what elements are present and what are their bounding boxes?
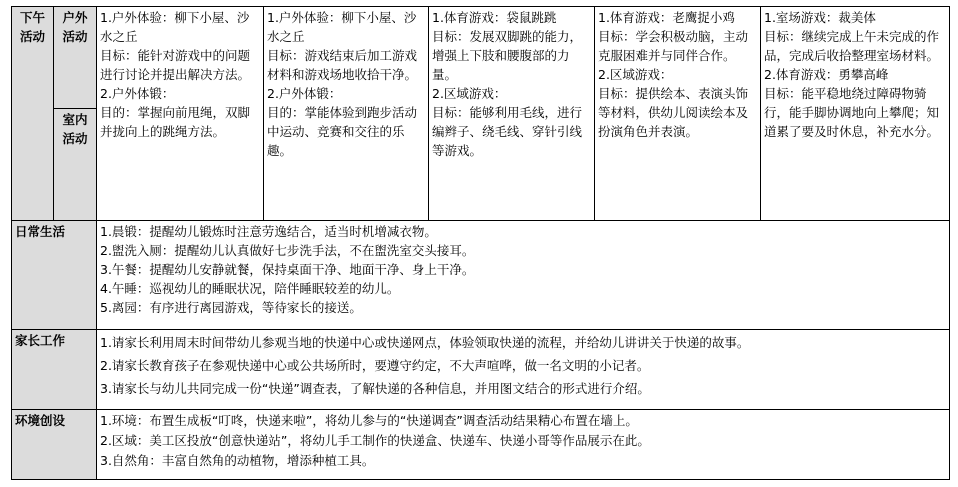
day-3-cell bbox=[429, 7, 595, 221]
day-5-line-3: 2.体育游戏：勇攀高峰 bbox=[764, 67, 889, 82]
daily-life-row bbox=[12, 221, 950, 330]
daily-life-item-3: 3.午餐：提醒幼儿安静就餐，保持桌面干净、地面干净、身上干净。 bbox=[100, 262, 475, 277]
day-4-line-2: 目标：学会积极动脑，主动克服困难并与同伴合作。 bbox=[598, 29, 749, 63]
daily-life-item-2: 2.盥洗入厕：提醒幼儿认真做好七步洗手法，不在盥洗室交头接耳。 bbox=[100, 243, 475, 258]
afternoon-header: 下午活动 bbox=[12, 7, 54, 221]
day-2-line-2: 目标：游戏结束后加工游戏材料和游戏场地收拾干净。 bbox=[267, 48, 418, 82]
parents-item-1: 1.请家长利用周末时间带幼儿参观当地的快递中心或快递网点，体验领取快递的流程，并给幼儿讲讲关于快递的故事。 bbox=[100, 335, 750, 350]
environment-list bbox=[97, 410, 950, 480]
parents-list bbox=[97, 330, 950, 410]
day-3-line-2: 目标：发展双脚跳的能力，增强上下肢和腰腹部的力量。 bbox=[432, 29, 583, 82]
day-1-line-1: 1.户外体验：柳下小屋、沙水之丘 bbox=[100, 10, 250, 44]
daily-life-item-1: 1.晨锻：提醒幼儿锻炼时注意劳逸结合，适当时机增减衣物。 bbox=[100, 224, 437, 239]
day-1-line-2: 目标：能针对游戏中的问题进行讨论并提出解决方法。 bbox=[100, 48, 251, 82]
day-2-line-1: 1.户外体验：柳下小屋、沙水之丘 bbox=[267, 10, 417, 44]
day-5-line-1: 1.室场游戏：裁美体 bbox=[764, 10, 876, 25]
environment-item-1: 1.环境：布置生成板“叮咚，快递来啦”，将幼儿参与的“快递调查”调查活动结果精心布置在墙上。 bbox=[100, 413, 638, 428]
indoor-label: 室内活动 bbox=[54, 109, 97, 221]
day-1-line-4: 目的：掌握向前甩绳，双脚并拢向上的跳绳方法。 bbox=[100, 105, 251, 139]
outdoor-label: 户外活动 bbox=[54, 7, 97, 109]
day-5-line-4: 目标：能平稳地绕过障碍物骑行，能手脚协调地向上攀爬；知道累了要及时休息，补充水分。 bbox=[764, 86, 940, 139]
daily-life-list bbox=[97, 221, 950, 330]
daily-life-item-4: 4.午睡：巡视幼儿的睡眠状况，陪伴睡眠较差的幼儿。 bbox=[100, 281, 400, 296]
day-4-line-3: 2.区域游戏： bbox=[598, 67, 673, 82]
day-4-line-1: 1.体育游戏：老鹰捉小鸡 bbox=[598, 10, 735, 25]
day-4-line-4: 目标：提供绘本、表演头饰等材料，供幼儿阅读绘本及扮演角色并表演。 bbox=[598, 86, 749, 139]
daily-life-label: 日常生活 bbox=[12, 221, 97, 330]
environment-row bbox=[12, 410, 950, 480]
day-3-line-4: 目标：能够利用毛线，进行编辫子、绕毛线、穿针引线等游戏。 bbox=[432, 105, 583, 158]
daily-life-item-5: 5.离园：有序进行离园游戏，等待家长的接送。 bbox=[100, 300, 362, 315]
day-4-cell bbox=[595, 7, 761, 221]
day-5-cell bbox=[761, 7, 950, 221]
day-2-line-4: 目的：掌能体验到跑步活动中运动、竞赛和交往的乐趣。 bbox=[267, 105, 418, 158]
weekly-plan-table bbox=[11, 6, 950, 480]
day-2-cell bbox=[264, 7, 429, 221]
day-3-line-1: 1.体育游戏：袋鼠跳跳 bbox=[432, 10, 557, 25]
day-1-cell bbox=[97, 7, 264, 221]
day-1-line-3: 2.户外体锻： bbox=[100, 86, 175, 101]
environment-label: 环境创设 bbox=[12, 410, 97, 480]
parents-item-2: 2.请家长教育孩子在参观快递中心或公共场所时，要遵守约定，不大声喧哗，做一名文明的小记者。 bbox=[100, 358, 650, 373]
outdoor-row bbox=[12, 7, 950, 109]
day-5-line-2: 目标：继续完成上午未完成的作品，完成后收拾整理室场材料。 bbox=[764, 29, 940, 63]
parents-row bbox=[12, 330, 950, 410]
day-2-line-3: 2.户外体锻： bbox=[267, 86, 342, 101]
parents-item-3: 3.请家长与幼儿共同完成一份“快递”调查表，了解快递的各种信息，并用图文结合的形式进行介绍。 bbox=[100, 381, 650, 396]
day-3-line-3: 2.区域游戏： bbox=[432, 86, 507, 101]
environment-item-2: 2.区域：美工区投放“创意快递站”，将幼儿手工制作的快递盒、快递车、快递小哥等作品展示在此。 bbox=[100, 433, 650, 448]
parents-label: 家长工作 bbox=[12, 330, 97, 410]
environment-item-3: 3.自然角：丰富自然角的动植物，增添种植工具。 bbox=[100, 453, 375, 468]
